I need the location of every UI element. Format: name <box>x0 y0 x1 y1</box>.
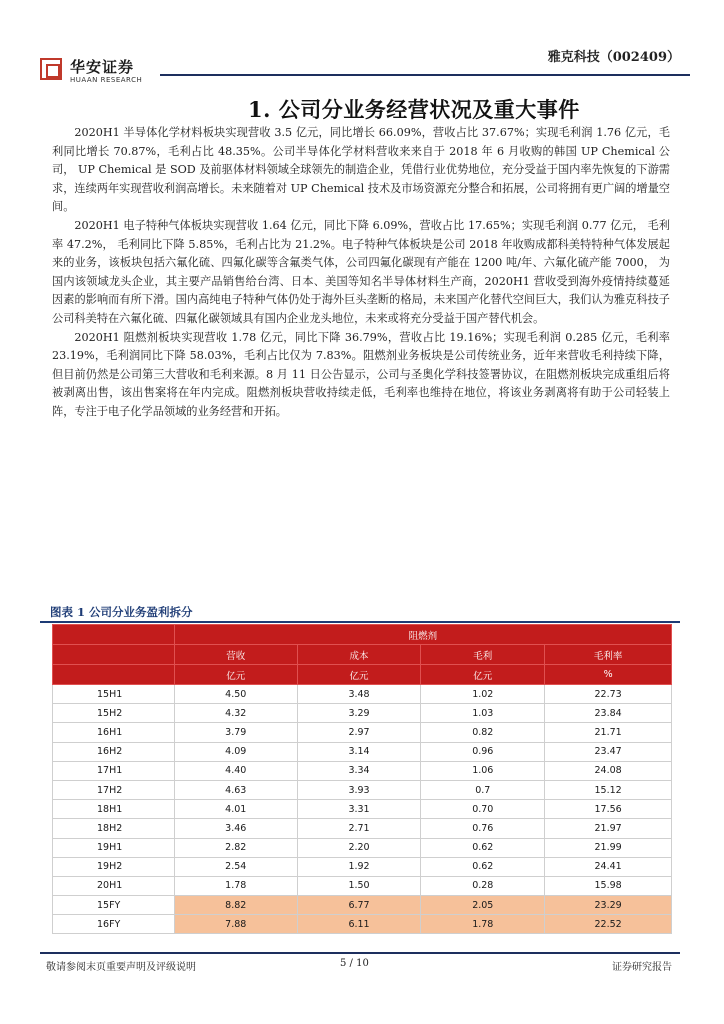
page-number: 5 / 10 <box>340 958 369 969</box>
footer-divider <box>40 952 680 954</box>
table-cell: 4.63 <box>174 780 297 799</box>
company-title: 雅克科技（002409） <box>547 50 680 65</box>
table-cell: 4.50 <box>174 685 297 704</box>
table-row <box>53 896 672 915</box>
table-cell: 24.41 <box>545 857 672 876</box>
table-cell: 1.06 <box>421 761 545 780</box>
table-cell: 3.14 <box>297 742 421 761</box>
table-cell: 23.84 <box>545 704 672 723</box>
table-row <box>53 723 672 742</box>
table-cell: 15.12 <box>545 780 672 799</box>
table-corner-cell <box>53 645 175 665</box>
table-corner-cell <box>53 625 175 645</box>
table-cell: 7.88 <box>174 915 297 934</box>
table-cell: 17.56 <box>545 800 672 819</box>
table-cell: 3.79 <box>174 723 297 742</box>
table-row <box>53 761 672 780</box>
table-cell: 3.48 <box>297 685 421 704</box>
table-cell: 1.02 <box>421 685 545 704</box>
table-cell: 3.46 <box>174 819 297 838</box>
table-cell: 22.52 <box>545 915 672 934</box>
table-cell: 2.54 <box>174 857 297 876</box>
table-group-header-row <box>53 625 672 645</box>
table-row <box>53 800 672 819</box>
table-cell: 0.28 <box>421 876 545 895</box>
table-row <box>53 838 672 857</box>
column-header-gross-profit: 毛利 <box>421 645 545 665</box>
table-cell: 15.98 <box>545 876 672 895</box>
row-label: 15H1 <box>53 685 175 704</box>
table-cell: 0.76 <box>421 819 545 838</box>
table-caption-divider <box>40 621 680 623</box>
table-unit-header-row <box>53 665 672 685</box>
table-cell: 0.96 <box>421 742 545 761</box>
table-group-header: 阻燃剂 <box>174 625 671 645</box>
table-cell: 23.47 <box>545 742 672 761</box>
column-header-revenue: 营收 <box>174 645 297 665</box>
table-cell: 6.77 <box>297 896 421 915</box>
logo-seal-icon <box>40 58 62 80</box>
table-cell: 1.50 <box>297 876 421 895</box>
row-label: 16H2 <box>53 742 175 761</box>
row-label: 19H1 <box>53 838 175 857</box>
table-cell: 23.29 <box>545 896 672 915</box>
table-cell: 24.08 <box>545 761 672 780</box>
logo-text-cn: 华安证券 <box>70 58 135 76</box>
unit-revenue: 亿元 <box>174 665 297 685</box>
table-cell: 2.20 <box>297 838 421 857</box>
table-cell: 1.78 <box>174 876 297 895</box>
row-label: 18H2 <box>53 819 175 838</box>
body-text <box>52 124 670 422</box>
table-row <box>53 704 672 723</box>
table-cell: 4.01 <box>174 800 297 819</box>
table-row <box>53 742 672 761</box>
section-title: 1. 公司分业务经营状况及重大事件 <box>248 97 580 122</box>
table-cell: 2.82 <box>174 838 297 857</box>
paragraph-flame-retardant: 2020H1 阻燃剂板块实现营收 1.78 亿元，同比下降 36.79%，营收占比 19.16%；实现毛利润 0.285 亿元，毛利率 23.19%，毛利润同比下降 58.03%，毛利占比仅为 7.83%。阻燃剂业务板块是公司传统业务，近年来营收毛利持续下降，但目前仍然是公司第三大营收和毛利来源。8 月 11 日公告显示，公司与圣奥化学科技签署协议，在阻燃剂板块完成重组后将被剥离出售，该出售案将在年内完成。阻燃剂板块营收持续走低，毛利率也维持在地位，将该业务剥离将有助于公司轻装上阵，专注于电子化学品领域的业务经营和开拓。 <box>52 330 670 418</box>
table-cell: 0.82 <box>421 723 545 742</box>
company-logo <box>40 56 160 92</box>
table-caption: 图表 1 公司分业务盈利拆分 <box>50 605 193 619</box>
column-header-cost: 成本 <box>297 645 421 665</box>
table-cell: 3.29 <box>297 704 421 723</box>
header-divider <box>160 74 690 76</box>
row-label: 16FY <box>53 915 175 934</box>
row-label: 15H2 <box>53 704 175 723</box>
table-cell: 2.71 <box>297 819 421 838</box>
report-type: 证券研究报告 <box>612 962 672 973</box>
table-row <box>53 857 672 876</box>
table-cell: 4.32 <box>174 704 297 723</box>
row-label: 16H1 <box>53 723 175 742</box>
table-row <box>53 819 672 838</box>
table-row <box>53 780 672 799</box>
unit-gross-margin: % <box>545 665 672 685</box>
table-cell: 21.99 <box>545 838 672 857</box>
table-cell: 3.93 <box>297 780 421 799</box>
table-cell: 0.70 <box>421 800 545 819</box>
table-cell: 22.73 <box>545 685 672 704</box>
logo-text-en: HUAAN RESEARCH <box>70 76 143 84</box>
table-cell: 21.97 <box>545 819 672 838</box>
row-label: 20H1 <box>53 876 175 895</box>
page-header <box>40 40 680 82</box>
table-cell: 1.03 <box>421 704 545 723</box>
table-cell: 6.11 <box>297 915 421 934</box>
table-row <box>53 876 672 895</box>
table-cell: 8.82 <box>174 896 297 915</box>
table-cell: 1.78 <box>421 915 545 934</box>
table-cell: 21.71 <box>545 723 672 742</box>
unit-gross-profit: 亿元 <box>421 665 545 685</box>
row-label: 17H1 <box>53 761 175 780</box>
paragraph-semiconductor: 2020H1 半导体化学材料板块实现营收 3.5 亿元，同比增长 66.09%，营收占比 37.67%；实现毛利润 1.76 亿元，毛利同比增长 70.87%，毛利占比 48.35%。公司半导体化学材料营收来来自于 2018 年 6 月收购的韩国 UP Chemical 公司， UP Chemical 是 SOD 及前驱体材料领域全球领先的制造企业，凭借行业优势地位，充分受益于国内率先恢复的下游需求，连续两年实现营收利润高增长。未来随着对 UP Chemical 技术及市场资源充分整合和拓展，公司将拥有更广阔的增量空间。 <box>52 126 670 214</box>
table-cell: 3.31 <box>297 800 421 819</box>
table-row <box>53 915 672 934</box>
table-cell: 0.7 <box>421 780 545 799</box>
table-cell: 0.62 <box>421 857 545 876</box>
paragraph-special-gas: 2020H1 电子特种气体板块实现营收 1.64 亿元，同比下降 6.09%，营收占比 17.65%；实现毛利润 0.77 亿元， 毛利率 47.2%， 毛利同比下降 5.85%，毛利占比为 21.2%。电子特种气体板块是公司 2018 年收购成都科美特特种气体发展起来的业务，该板块包括六氟化硫、四氟化碳等含氟类气体，公司四氟化碳现有产能在 1200 吨/年、六氟化硫产能 7000， 为国内该领域龙头企业，其主要产品销售给台湾、日本、美国等知名半导体材料生产商，2020H1 营收受到海外疫情持续蔓延因素的影响而有所下滑。国内高纯电子特种气体仍处于海外巨头垄断的格局，未来国产化替代空间巨大，我们认为雅克科技子公司科美特在六氟化硫、四氟化碳领域具有国内企业龙头地位，未来或将充分受益于国产替代机会。 <box>52 218 670 325</box>
row-label: 18H1 <box>53 800 175 819</box>
table-cell: 1.92 <box>297 857 421 876</box>
table-column-header-row <box>53 645 672 665</box>
table-cell: 4.40 <box>174 761 297 780</box>
table-corner-cell <box>53 665 175 685</box>
unit-cost: 亿元 <box>297 665 421 685</box>
footer-disclaimer: 敬请参阅末页重要声明及评级说明 <box>46 962 196 973</box>
column-header-gross-margin: 毛利率 <box>545 645 672 665</box>
row-label: 19H2 <box>53 857 175 876</box>
table-cell: 0.62 <box>421 838 545 857</box>
table-cell: 4.09 <box>174 742 297 761</box>
table-cell: 2.97 <box>297 723 421 742</box>
table-cell: 3.34 <box>297 761 421 780</box>
row-label: 15FY <box>53 896 175 915</box>
row-label: 17H2 <box>53 780 175 799</box>
table-cell: 2.05 <box>421 896 545 915</box>
segment-profit-table <box>52 624 672 934</box>
table-row <box>53 685 672 704</box>
